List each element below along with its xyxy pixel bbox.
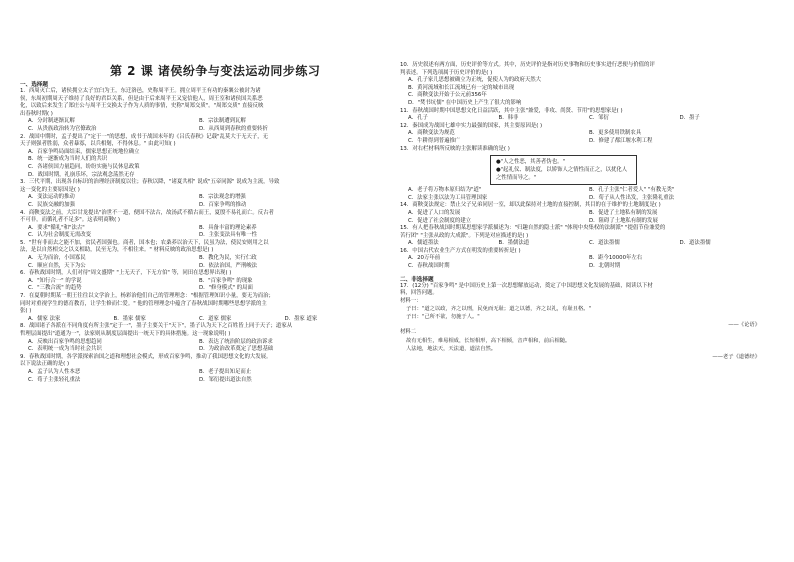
- question-line: 张( ): [20, 308, 32, 315]
- option: C．顺应自然，天下为公: [28, 262, 86, 269]
- material-line: 故有无相生，难易相成，长短相形，高下相倾，音声相和，前后相随。: [406, 338, 571, 345]
- question-9: [20, 354, 370, 384]
- question-17: [400, 283, 770, 361]
- question-line: 不可非，而循礼者不足多"。这表明商鞅( ): [20, 217, 121, 224]
- question-line: 料，回答问题。: [400, 290, 438, 297]
- options: [400, 240, 770, 248]
- option: C．道法墨儒: [589, 240, 620, 247]
- question-6: [20, 270, 370, 293]
- option: A．分封制逐渐瓦解: [28, 118, 75, 125]
- option: B．老子提出知足而止: [199, 368, 252, 375]
- question-line: 哲理层面提出"道通为一"，法家则从制度层面提出一统天下的具体措施。这一现象说明( ): [20, 331, 231, 337]
- question-line: 侯，东周初期周天子维持了良好的君臣关系，但是由于后来周平王又宠信他人，周王室和诸侯国关系恶: [20, 95, 263, 102]
- question-1: [20, 88, 370, 134]
- option: D．荀子从人性出发，主张隆礼重法: [589, 194, 675, 201]
- options: [400, 255, 770, 270]
- option: A．儒家 法家: [28, 315, 61, 322]
- page-title: 第 2 课 诸侯纷争与变法运动同步练习: [110, 64, 321, 78]
- option: B．表达了统治阶层的政治诉求: [199, 338, 273, 345]
- option: B．具备丰富的理论素养: [199, 224, 257, 231]
- option: A．孔子: [408, 115, 428, 122]
- question-10: [400, 62, 770, 108]
- options: [400, 187, 770, 202]
- option: D．阻碍了土地私有制的发展: [589, 217, 658, 224]
- option: C．道家 儒家: [199, 315, 232, 322]
- question-11: [400, 108, 770, 123]
- options: [20, 194, 370, 209]
- question-line: 14．商鞅变法规定：禁止父子兄弟同居一室，却以此保持对土地的直接控制，其目的在于维护的土地制度是( ): [400, 202, 661, 209]
- question-line: 1．西周灭亡后，诸侯拥立太子宜臼为王，东迁洛邑，史称周平王。拥立周平王有功的秦襄公被封为诸: [20, 88, 261, 94]
- question-line: 判表述。下列选项属于历史评价的是( ): [400, 69, 493, 76]
- question-line: 天子则强者胜弱，众者暴寡，以兵相刬，不得休息。" 由此可知( ): [20, 141, 176, 148]
- option: A．无为而治，小国寡民: [28, 255, 86, 262]
- question-line: 17．(12分) "百家争鸣" 是中国历史上第一次思想解放运动，奠定了中国思想文化发展的基础，阅读以下材: [400, 282, 653, 289]
- option: C．各诸侯国力量趋同，纷纷实施与民休息政策: [28, 163, 140, 170]
- option: C．认为社会制度无需改变: [28, 232, 92, 239]
- question-4: [20, 210, 370, 240]
- question-line: 4．商鞅变法之前，大臣甘龙提出"治世不一道，便国不法古，故汤武不循古而王，夏殷不易礼而亡。反古者: [20, 209, 274, 216]
- question-line: 出春秋时期( ): [20, 110, 53, 117]
- options: [20, 225, 370, 240]
- option: A．商鞅变法为规范: [408, 130, 455, 137]
- option: D．邹衍提出道法自然: [199, 376, 252, 383]
- option: D．从西周到春秋的重要转折: [199, 125, 268, 132]
- option: B．统一逐渐成为当时人们的共识: [28, 156, 108, 163]
- question-13: [400, 146, 770, 203]
- options: [20, 255, 370, 270]
- option: B．韩非: [498, 115, 519, 122]
- question-line: 11．春秋战国时期中国思想文化日益活跃，其中主张"兼爱，非攻、尚贤、节用"的思想家是( ): [400, 107, 623, 114]
- option: B．墨家 儒家: [113, 315, 146, 322]
- question-5: [20, 240, 370, 270]
- option: D．主张变法具有唯一性: [199, 232, 258, 239]
- question-line: 15．有人把春秋战国时期某思想家学派描述为："归趣自然的隐士派" "体现中央集权的法制派" "提倡节俭兼爱的: [400, 225, 666, 232]
- option: A．"知行合一" 的学说: [28, 277, 82, 284]
- option: D．"修身模式" 的局面: [199, 285, 253, 292]
- question-line: 苦行团" "主张从政的大成派"。下列是对应描述的是( ): [400, 232, 529, 239]
- option: D．北朝时期: [589, 263, 621, 270]
- question-line: 16．中国古代农业生产方式在明发的重要转折是( ): [400, 247, 521, 254]
- question-15: [400, 225, 770, 248]
- right-column: [400, 0, 770, 361]
- section-heading: 二、非选择题: [400, 276, 434, 283]
- option: B．距今10000年左右: [589, 255, 643, 262]
- option: C．邹衍: [589, 115, 609, 122]
- option: D．"焚书坑儒" 在中国历史上产生了很大的影响: [408, 99, 522, 106]
- question-7: [20, 293, 370, 323]
- option: C．法家主张以法为工具管理国家: [408, 194, 488, 201]
- option: C．荀子主张轻礼重法: [28, 376, 81, 383]
- material-line: 子曰："道之以政，齐之以刑，民免而无耻；道之以德，齐之以礼，有耻且格。": [406, 306, 591, 313]
- material-line: 人法地，地法天，天法道，道法自然。: [406, 346, 497, 353]
- option: B．更多使用铁制农具: [589, 130, 642, 137]
- question-line: 2．战国中期时，孟子提出了"定于一"的思想，成书于战国末年的《吕氏春秋》记载"乱莫大于无天子，无: [20, 133, 269, 140]
- option: B．宗法制遭到瓦解: [199, 118, 246, 125]
- option: A．促进了人口的发展: [408, 209, 461, 216]
- option: B．教化为民，实行仁政: [199, 255, 257, 262]
- material-line: 子曰："己所不欲，勿施于人。": [406, 314, 480, 321]
- option: A．20万年前: [408, 255, 441, 262]
- option: D．百家争鸣的推动: [199, 201, 247, 208]
- question-line: 同时对重视学生的德育教育，让学生修而仁爱。" 他的管理理念中蕴含了春秋战国时期哪些思想学派的主: [20, 300, 267, 307]
- option: A．老子将万物本原归结为"道": [408, 187, 482, 194]
- options: [400, 210, 770, 225]
- option: C．从贵族政治转为官僚政治: [28, 125, 97, 132]
- question-line: 法，是以自然相交之以义相助，民至无为，不相往来。" 材料反映的政治思想是( ): [20, 247, 214, 254]
- options: [20, 118, 370, 133]
- option: D．墨子: [679, 115, 700, 122]
- option: D．墨家 道家: [284, 315, 318, 322]
- question-16: [400, 248, 770, 271]
- material-source: ——《论语》: [728, 322, 760, 329]
- option: C．春秋战国时期: [408, 263, 450, 270]
- question-line: 13．对右栏材料所反映的主张解读准确的是( ): [400, 145, 510, 152]
- question-line: 7．在夏朝时期某一朝王往往以文学治上，杨彩治他们自己的管理理念："根据管理知识小量，要无为而治；: [20, 293, 274, 300]
- option: C．促进了社会制度的建立: [408, 217, 472, 224]
- option: C．牛耕得到普遍推广: [408, 137, 461, 144]
- option: B．黄河流域和长江流域已有一定的城市出现: [408, 84, 515, 91]
- option: D．依法治国，严刑峻法: [199, 262, 258, 269]
- options: [400, 130, 770, 145]
- options: [20, 369, 370, 384]
- option: C．"三教合流" 的趋势: [28, 285, 82, 292]
- question-line: 化，以致后来发生了郑庄公与周平王交换太子作为人质的事情，史称"周郑交质"。"周郑交质" 直接反映: [20, 103, 264, 110]
- question-line: 8．战国诸子各派在不同角度有所主张"定于一"，墨子主要关于"天下"，墨子认为天下之百姓皆上同于天子；道家从: [20, 323, 293, 330]
- option: A．变法运动的推动: [28, 194, 75, 201]
- quote-line: ●"人之性恶，其善者伪也。": [496, 159, 565, 166]
- material-label: 材料二: [400, 329, 417, 336]
- option: B．宗法观念的增强: [199, 194, 246, 201]
- option: A．要求"循礼"和"法古": [28, 224, 85, 231]
- question-line: 3．三代平期，出现各自标识的治理经济制度以往；春秋以降，"诸夏共相" 说成"五帝同源" 说成为主流，导致: [20, 179, 280, 186]
- question-2: [20, 134, 370, 180]
- question-line: 6．春秋战国时期，人们对待"周文盛期" "上无天子，下无方伯" 等，同田在思想界出现( ): [20, 270, 232, 277]
- option: D．道法墨儒: [679, 240, 711, 247]
- options: [20, 278, 370, 293]
- material-label: 材料一：: [400, 297, 422, 304]
- options: [400, 115, 770, 123]
- question-3: [20, 179, 370, 209]
- quote-line: ●"起礼仪、制法度，以矫饰人之情性而正之，以扰化人之性情而导之。": [496, 167, 628, 182]
- option: B．"百家争鸣" 的现象: [199, 277, 253, 284]
- quote-box: [490, 155, 637, 185]
- question-line: 9．春秋战国时期，各学派探索治国之道和理想社会模式，形成百家争鸣，推动了我国思想文化的大发展。: [20, 353, 272, 360]
- options: [20, 339, 370, 354]
- option: B．墨儒法道: [498, 240, 530, 247]
- section-heading: 一、选择题: [20, 82, 48, 88]
- option: C．表明统一成为当时社会共识: [28, 346, 102, 353]
- option: A．孔子家儿思想被确立为正统，促使人为的政府天然大: [408, 77, 542, 84]
- option: D．为政治改革奠定了思想基础: [199, 346, 274, 353]
- left-column: [20, 0, 370, 384]
- material-source: ——老子《道德经》: [712, 354, 760, 361]
- option: D．修建了都江堰水利工程: [589, 137, 653, 144]
- question-line: 12．秦国成为战国七雄中实力最强的国家，其主要原因是( ): [400, 122, 543, 129]
- question-line: 这一变化的主要原因是( ): [20, 186, 80, 193]
- option: C．商鞅变法开始于公元前356年: [408, 92, 487, 99]
- option: A．儒道墨法: [408, 240, 439, 247]
- question-14: [400, 202, 770, 225]
- option: A．反映出百家争鸣的思想趋同: [28, 338, 102, 345]
- question-12: [400, 123, 770, 146]
- question-line: 以下说法正确的是( ): [20, 361, 70, 368]
- option: B．孔子主张"仁者爱人" "有教无类": [589, 187, 675, 194]
- option: A．孟子认为人性本恶: [28, 368, 81, 375]
- option: B．促进了土地私有制的发展: [589, 209, 658, 216]
- question-line: 10．历史叙述有两方面，历史评价等方式。其中，历史评价是指对历史事物和历史事实进行恶便与价值的评: [400, 62, 655, 68]
- option: C．民族交融的加强: [28, 201, 75, 208]
- question-8: [20, 323, 370, 353]
- option: D．战国时期，礼崩乐坏，宗法观念荡然无存: [28, 171, 135, 178]
- option: A．百家争鸣局面结束，儒家思想正统地位确立: [28, 148, 140, 155]
- question-line: 5．"世有非而去之能不加，贫民者国强也。商者，国本也；农桑养以治天下，民虽为法，使民安则用之以: [20, 239, 269, 246]
